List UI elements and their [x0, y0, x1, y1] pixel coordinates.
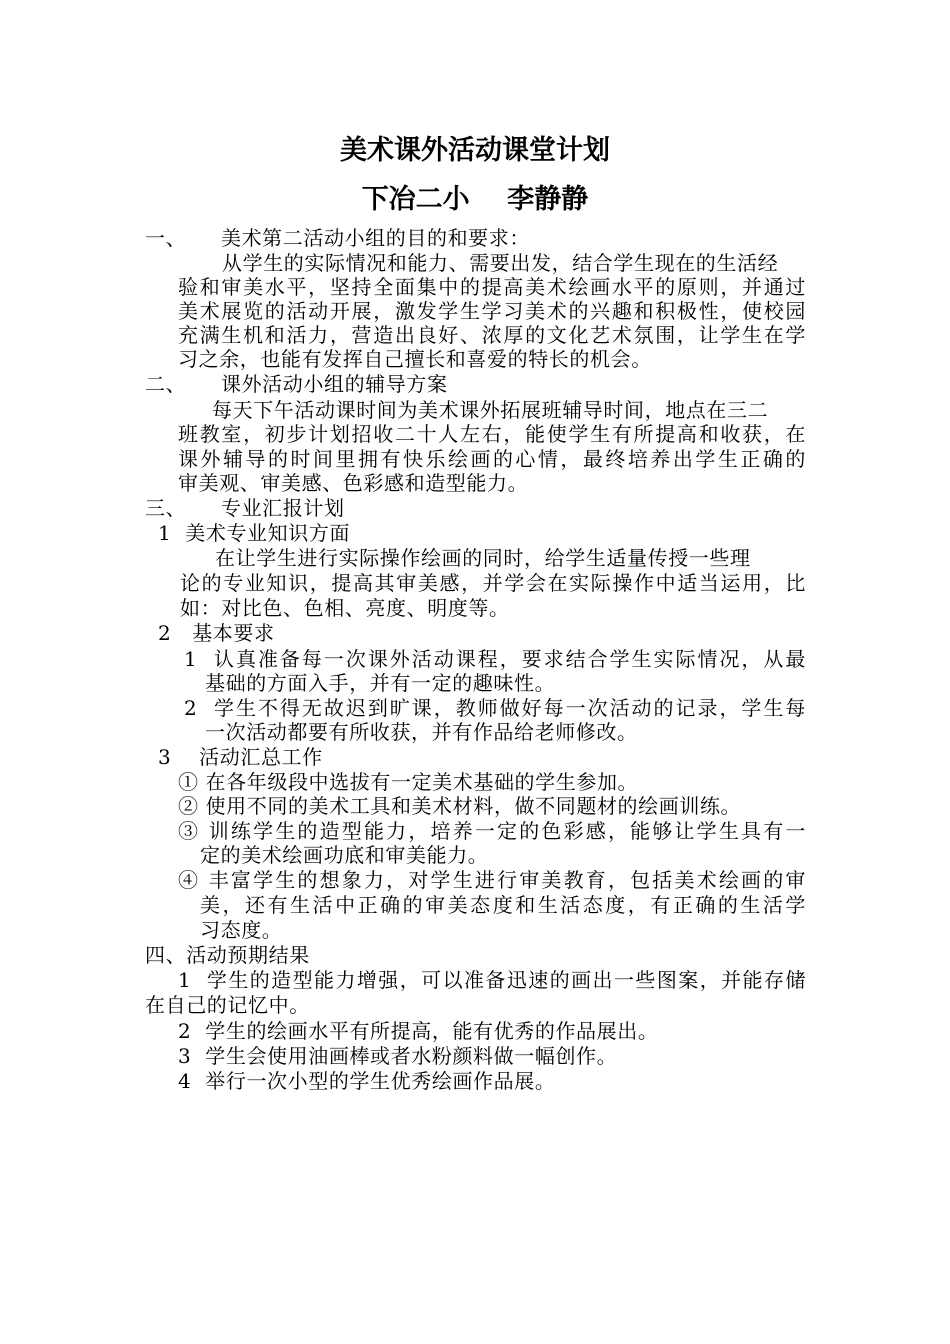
result-item-continuation: 在自己的记忆中。 [145, 993, 310, 1017]
list-item: ③ 训练学生的造型能力，培养一定的色彩感，能够让学生具有一 [178, 819, 806, 843]
document-title: 美术课外活动课堂计划 [340, 135, 610, 166]
section-heading-3: 三、 专业汇报计划 [145, 496, 345, 520]
paragraph-line: 审美观、审美感、色彩感和造型能力。 [178, 471, 529, 495]
result-item: 2 学生的绘画水平有所提高，能有优秀的作品展出。 [178, 1019, 659, 1043]
result-item: 4 举行一次小型的学生优秀绘画作品展。 [178, 1069, 556, 1093]
paragraph-line: 班教室，初步计划招收二十人左右，能使学生有所提高和收获，在 [178, 422, 806, 446]
paragraph-line: 课外辅导的时间里拥有快乐绘画的心情，最终培养出学生正确的 [178, 447, 806, 471]
section-heading-4: 四、活动预期结果 [145, 943, 310, 967]
list-item: 1 认真准备每一次课外活动课程，要求结合学生实际情况，从最 [184, 647, 806, 671]
list-item-continuation: 定的美术绘画功底和审美能力。 [200, 843, 489, 867]
list-item-continuation: 习态度。 [200, 918, 283, 942]
list-item-continuation: 一次活动都要有所收获，并有作品给老师修改。 [205, 720, 638, 744]
section-heading-1: 一、 美术第二活动小组的目的和要求： [145, 226, 530, 250]
list-item-continuation: 基础的方面入手，并有一定的趣味性。 [205, 671, 556, 695]
result-item: 3 学生会使用油画棒或者水粉颜料做一幅创作。 [178, 1044, 618, 1068]
subsection-heading: 1 美术专业知识方面 [158, 521, 351, 545]
document-subtitle: 下冶二小 李静静 [361, 184, 589, 215]
list-item: 2 学生不得无故迟到旷课，教师做好每一次活动的记录，学生每 [184, 696, 806, 720]
list-item: ④ 丰富学生的想象力，对学生进行审美教育，包括美术绘画的审 [178, 868, 806, 892]
paragraph-line: 如：对比色、色相、亮度、明度等。 [180, 596, 510, 620]
list-item: ② 使用不同的美术工具和美术材料，做不同题材的绘画训练。 [178, 794, 742, 818]
paragraph-line: 在让学生进行实际操作绘画的同时，给学生适量传授一些理 [215, 546, 751, 570]
paragraph-line: 美术展览的活动开展，激发学生学习美术的兴趣和积极性，使校园 [178, 299, 806, 323]
list-item: ① 在各年级段中选拔有一定美术基础的学生参加。 [178, 770, 639, 794]
result-item: 1 学生的造型能力增强，可以准备迅速的画出一些图案，并能存储 [178, 968, 806, 992]
paragraph-line: 每天下午活动课时间为美术课外拓展班辅导时间，地点在三二 [212, 398, 769, 422]
paragraph-line: 论的专业知识，提高其审美感，并学会在实际操作中适当运用，比 [180, 571, 806, 595]
subsection-heading: 2 基本要求 [158, 621, 275, 645]
section-heading-2: 二、 课外活动小组的辅导方案 [145, 372, 448, 396]
list-item-continuation: 美，还有生活中正确的审美态度和生活态度，有正确的生活学 [200, 893, 806, 917]
subsection-heading: 3 活动汇总工作 [158, 745, 323, 769]
paragraph-line: 习之余，也能有发挥自己擅长和喜爱的特长的机会。 [178, 347, 652, 371]
paragraph-line: 验和审美水平，坚持全面集中的提高美术绘画水平的原则，并通过 [178, 275, 806, 299]
paragraph-line: 从学生的实际情况和能力、需要出发，结合学生现在的生活经 [222, 251, 779, 275]
paragraph-line: 充满生机和活力，营造出良好、浓厚的文化艺术氛围，让学生在学 [178, 323, 806, 347]
